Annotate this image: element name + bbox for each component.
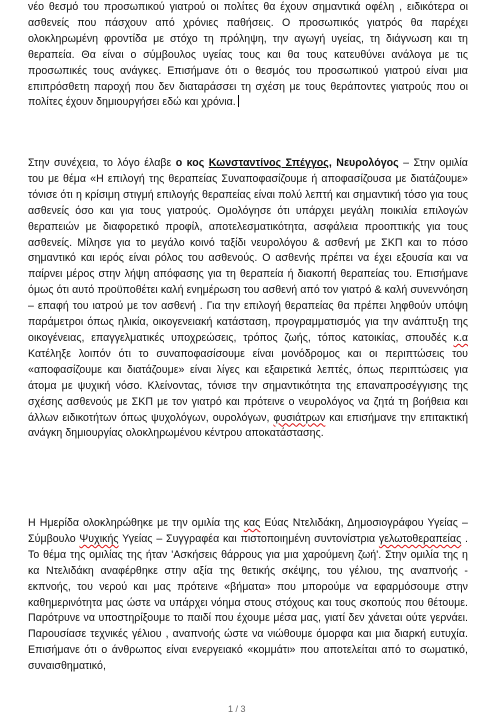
speaker-name: Κωνσταντίνος Σπέγγος (208, 157, 329, 169)
paragraph-2-body-a: – Στην ομιλία του με θέμα «Η επιλογή της θεραπείας Συναποφασίζουμε ή αποφασίζουσα με διατάζουμε» τόνισε ότι η κρίσιμη στιγμή επιλογής θεραπείας είναι πολύ λεπτή και σημαντική τόσο για τους ασθενείς όσο και για τους γιατρούς. Ομολόγησε ότι υπάρχει μεγάλη ποικιλία επιλογών θεραπειών με διαφορετικό προφίλ, αποτελεσματικότητα, ασφάλεια προοπτικής για τους ασθενείς. Μίλησε για το μεγάλο κοινό ταξίδι νευρολόγου & ασθενή με ΣΚΠ και το πόσο σημαντικό και ιερός είναι ρόλος του ασθενούς. Ο ασθενής πρέπει να έχει εξουσία και να παίρνει μέρος στην λήψη απόφασης για τη θεραπεία ή διακοπή θεραπείας του. Επισήμανε όμως ότι αυτό προϋποθέτει καλή ενημέρωση του ασθενή από τον γιατρό & καλή συνεννόηση – επαφή του ιατρού με τον ασθενή . Για την επιλογή θεραπείας θα πρέπει ληφθούν υπόψη παράμετροι όπως ηλικία, οικογενειακή κατάσταση, προγραμματισμός για την ανάπτυξη της οικογένειας, επαγγελματικές υποχρεώσεις, τρόπος ζωής, τόπος κατοικίας, σπουδές (28, 157, 468, 344)
spellcheck-word: φυσιάτρων (273, 411, 326, 424)
speaker-prefix: ο κος (175, 157, 209, 169)
spellcheck-word: κας (243, 517, 261, 529)
paragraph-3 (28, 516, 468, 675)
speaker-role: , Νευρολόγος (328, 157, 399, 169)
paragraph-1 (28, 0, 468, 111)
paragraph-3-body-c: Υγείας – Συγγραφέα και πιστοποιημένη συντονίστρια (118, 532, 379, 545)
spellcheck-word: Ψυχικής (79, 532, 119, 545)
paragraph-3-body-a: Η Ημερίδα ολοκληρώθηκε με την ομιλία της (28, 517, 244, 529)
paragraph-2-body-b: Κατέληξε λοιπόν ότι το συναποφασίσουμε είναι μονόδρομος και οι περιπτώσεις του «αποφασίζουμε και διατάζουμε» είναι λίγες και εξαιρετικά λεπτές, όπως περιπτώσεις για άτομα με ψυχική νόσο. Κλείνοντας, τόνισε την σημαντικότητα της επαναπροσέγγισης της σχέσης ασθενούς με ΣΚΠ με τον γιατρό και πρότεινε ο νευρολόγος να ζητά τη βοήθεια και άλλων ειδικοτήτων όπως ψυχολόγων, ουρολόγων, (28, 347, 468, 424)
spellcheck-word: γελωτοθεραπείας (378, 532, 462, 545)
paragraph-1-text: νέο θεσμό του προσωπικού γιατρού οι πολίτες θα έχουν σημαντικά οφέλη , ειδικότερα οι ασθενείς που πάσχουν από χρόνιες παθήσεις. Ο προσωπικός γιατρός θα παρέχει ολοκληρωμένη φροντίδα με στόχο τη πρόληψη, την αγωγή υγείας, τη διάγνωση και τη θεραπεία. Θα είναι ο σύμβουλος υγείας τους και θα τους κατευθύνει ανάλογα με τις προσωπικές τους ανάγκες. Επισήμανε ότι ο θεσμός του προσωπικού γιατρού είναι μια επιπρόσθετη παροχή που δεν διαταράσσει τη σχέση με τους θεράποντες γιατρούς που οι πολίτες έχουν δημιουργήσει εδώ και χρόνια. (28, 1, 468, 109)
text-cursor (238, 95, 239, 107)
paragraph-3-body-b: Εύας Ντελιδάκη, Δημοσιογράφου Υγείας – Σύμβουλο (28, 517, 468, 545)
paragraph-2-body-c: και επισήμανε την επιτακτική ανάγκη δημιουργίας ολοκληρωμένου κέντρου αποκατάστασης. (28, 411, 469, 440)
spellcheck-word: κ.α (453, 331, 468, 344)
paragraph-2 (28, 156, 468, 442)
page-number: 1 / 3 (228, 704, 246, 714)
paragraph-2-intro: Στην συνέχεια, το λόγο έλαβε (28, 157, 176, 169)
paragraph-3-body-d: . Το θέμα της ομιλίας της ήταν 'Ασκήσεις θάρρους για μια χαρούμενη ζωή'. Στην ομιλία της η κα Ντελιδάκη αναφέρθηκε στην αξία της θετικής σκέψης, του γέλιου, της αναπνοής - εκπνοής, του νερού και μας πρότεινε «βήματα» που μπορούμε να εφαρμόσουμε στην καθημερινότητα μας ώστε να υπάρχει νόημα στους στόχους και τους σκοπούς που θέτουμε. Παρότρυνε να υποστηρίξουμε το παιδί που έχουμε μέσα μας, γιατί δεν χάνεται ούτε γερνάει. Παρουσίασε τεχνικές γέλιου , αναπνοής ώστε να νιώθουμε όμορφα και μια διαρκή ευτυχία. Επισήμανε ότι ο άνθρωπος είναι ενεργειακό «κομμάτι» που αποτελείται από το σωματικό, συναισθηματικό, (28, 532, 468, 673)
